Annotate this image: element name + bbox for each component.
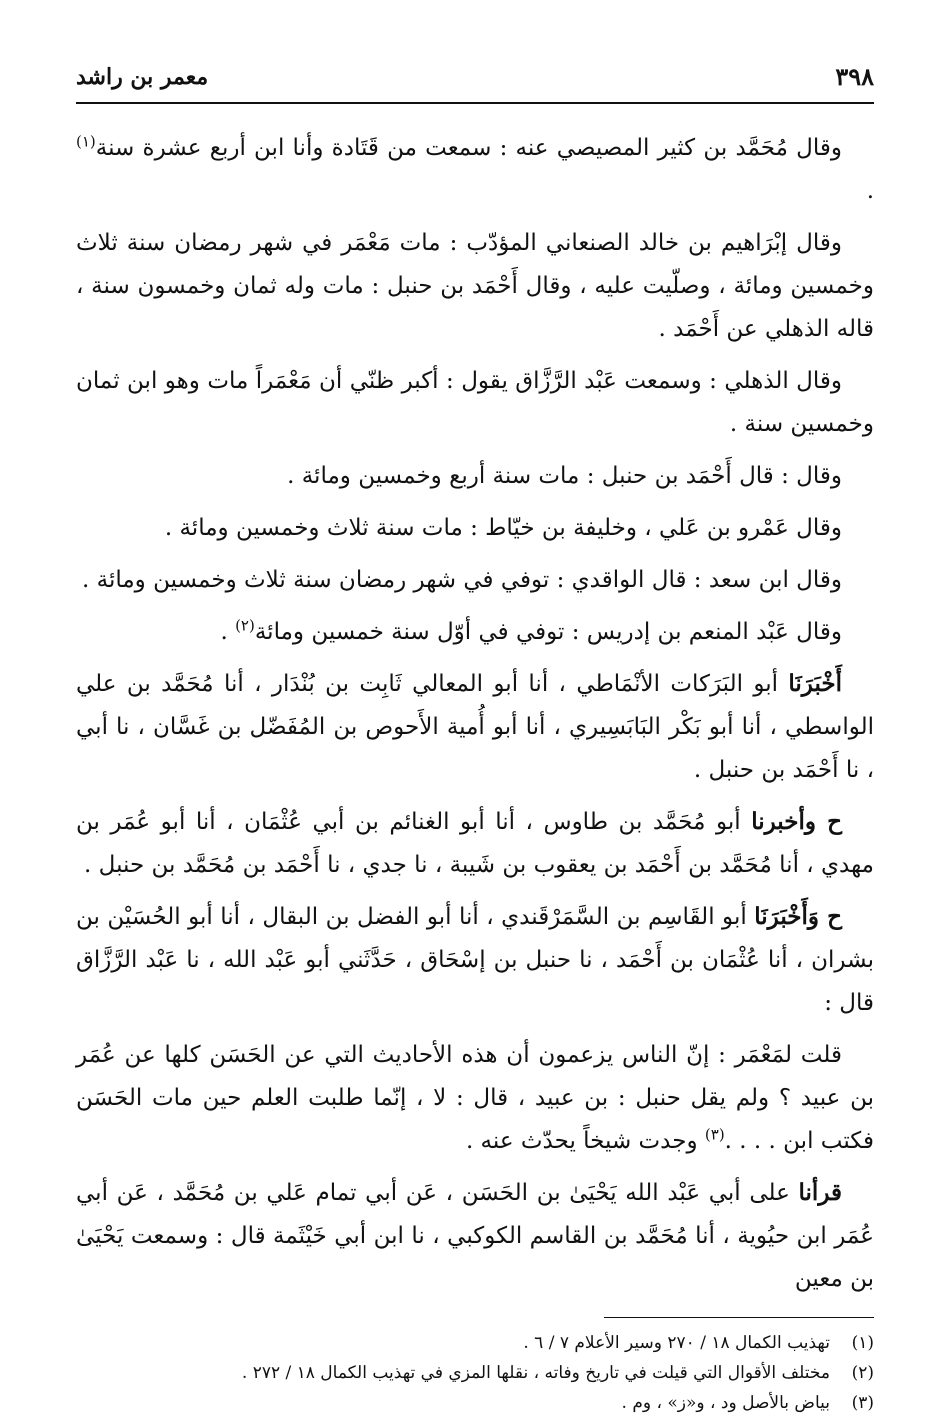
paragraph [76, 610, 874, 654]
footnote [76, 1328, 874, 1358]
footnote-text: بياض بالأصل ود ، و«ز» ، وم . [621, 1393, 830, 1413]
footnote [76, 1388, 874, 1418]
paragraph [76, 895, 874, 1025]
paragraph [76, 1033, 874, 1163]
paragraph [76, 221, 874, 351]
page-number: ٣٩٨ [835, 62, 874, 91]
paragraph [76, 454, 874, 498]
paragraph-tail: . [220, 619, 236, 645]
footnote-ref: (٢) [235, 616, 255, 635]
footnote-number: (١) [851, 1333, 874, 1353]
running-header [76, 56, 874, 104]
paragraph [76, 126, 874, 213]
paragraph-text: وقال الذهلي : وسمعت عَبْد الرَّزَّاق يقول : أكبر ظنّي أن مَعْمَراً مات وهو ابن ثمان وخمسين سنة . [76, 368, 874, 437]
paragraph [76, 359, 874, 446]
paragraph-lead: قرأنا [798, 1179, 842, 1206]
paragraph-text: أبو البَرَكات الأنْمَاطي ، أنا أبو المعالي ثَابِت بن بُنْدَار ، أنا مُحَمَّد بن علي الواسطي ، أنا أبو بَكْر البَابَسِيري ، أنا أبو أُمية الأَحوص بن المُفَضّل بن غَسَّان ، نا أبي ، نا أَحْمَد بن حنبل . [76, 671, 874, 783]
paragraph-text: وقال عَمْرو بن عَلي ، وخليفة بن خيّاط : مات سنة ثلاث وخمسين ومائة . [164, 515, 842, 541]
paragraph [76, 800, 874, 887]
paragraph-tail: . [866, 178, 874, 204]
paragraph-text: أبو القَاسِم بن السَّمَرْقَندي ، أنا أبو الفضل بن البقال ، أنا أبو الحُسَيْن بن بشران ، أنا عُثْمَان بن أَحْمَد ، نا حنبل بن إسْحَاق ، حَدَّثَني أبو عَبْد الله ، نا عَبْد الرَّزَّاق قال : [76, 904, 874, 1016]
paragraph-text: على أبي عَبْد الله يَحْيَىٰ بن الحَسَن ، عَن أبي تمام عَلي بن مُحَمَّد ، عَن أبي عُمَر ابن حيُوية ، أنا مُحَمَّد بن القاسم الكوكبي ، نا ابن أبي خَيْثَمة قال : وسمعت يَحْيَىٰ بن معين [76, 1180, 874, 1292]
paragraph-text: وقال عَبْد المنعم بن إدريس : توفي في أوّل سنة خمسين ومائة [254, 619, 842, 645]
paragraph-text: قلت لمَعْمَر : إنّ الناس يزعمون أن هذه الأحاديث التي عن الحَسَن كلها عن عُمَر بن عبيد ؟ ولم يقل حنبل : بن عبيد ، قال : لا ، إنّما طلبت العلم حين مات الحَسَن فكتب ابن . . . . [76, 1042, 874, 1154]
paragraph-text: وقال : قال أَحْمَد بن حنبل : مات سنة أربع وخمسين ومائة . [287, 463, 842, 489]
header-title: معمر بن راشد [76, 64, 209, 90]
paragraph-lead: أَخْبَرَنَا [788, 670, 842, 697]
footnote-text: مختلف الأقوال التي قيلت في تاريخ وفاته ، نقلها المزي في تهذيب الكمال ١٨ / ٢٧٢ . [241, 1363, 830, 1383]
paragraph-text: أبو مُحَمَّد بن طاوس ، أنا أبو الغنائم بن أبي عُثْمَان ، أنا أبو عُمَر بن مهدي ، أنا مُحَمَّد بن أَحْمَد بن يعقوب بن شَيبة ، نا جدي ، نا أَحْمَد بن مُحَمَّد بن حنبل . [76, 809, 874, 878]
footnote-ref: (٣) [704, 1125, 725, 1144]
paragraph-lead: ح وأخبرنا [751, 808, 843, 835]
book-page [76, 56, 874, 1413]
paragraph-text: وقال مُحَمَّد بن كثير المصيصي عنه : سمعت من قَتَادة وأنا ابن أربع عشرة سنة [95, 135, 842, 161]
paragraph-lead: ح وَأَخْبَرَنَا [754, 903, 842, 930]
paragraph [76, 662, 874, 792]
footnote-number: (٢) [851, 1363, 874, 1383]
footnote [76, 1358, 874, 1388]
footnote-ref: (١) [76, 132, 96, 151]
paragraph [76, 1171, 874, 1301]
body-text [76, 126, 874, 1301]
paragraph-text: وقال ابن سعد : قال الواقدي : توفي في شهر رمضان سنة ثلاث وخمسين ومائة . [81, 567, 842, 593]
footnotes [76, 1328, 874, 1418]
paragraph [76, 558, 874, 602]
footnote-text: تهذيب الكمال ١٨ / ٢٧٠ وسير الأعلام ٧ / ٦ . [523, 1333, 830, 1353]
paragraph [76, 506, 874, 550]
footnote-divider [604, 1317, 874, 1318]
paragraph-tail: وجدت شيخاً يحدّث عنه . [465, 1128, 705, 1154]
paragraph-text: وقال إبْرَاهيم بن خالد الصنعاني المؤدّب : مات مَعْمَر في شهر رمضان سنة ثلاث وخمسين ومائة ، وصلّيت عليه ، وقال أَحْمَد بن حنبل : مات وله ثمان وخمسون سنة ، قاله الذهلي عن أَحْمَد . [76, 230, 874, 342]
footnote-number: (٣) [851, 1393, 874, 1413]
